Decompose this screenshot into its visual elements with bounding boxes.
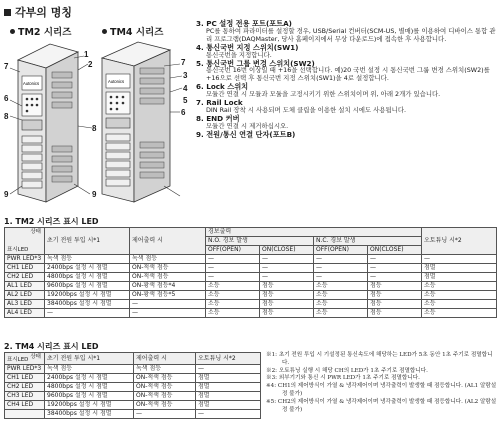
table-row bbox=[5, 291, 497, 300]
description-body: 통신국번 16번 이상일 때 +16을 선택합니다. 예)20 국번 설정 시 통신국번 그룹 변경 스위치(SW2)를 +16으로 선택 후 통신국번 지정 스위치(SW1)을 4로 설정합니다. bbox=[206, 66, 490, 83]
callout-9: 9 bbox=[4, 190, 9, 199]
table2-title: 2. TM4 시리즈 표시 LED bbox=[4, 342, 99, 351]
tm2-brand-text: Autonics bbox=[23, 81, 40, 86]
row-label-cell: CH2 LED bbox=[5, 383, 45, 392]
description-heading: 5. 통신국번 그룹 변경 스위치(SW2) bbox=[196, 58, 315, 68]
row-label-cell: CH1 LED bbox=[5, 374, 45, 383]
table-cell: — bbox=[368, 264, 422, 273]
header-autotuning: 오토튜닝 시*2 bbox=[196, 353, 261, 365]
row-label-cell: CH3 LED bbox=[5, 392, 45, 401]
table-cell: — bbox=[260, 273, 314, 282]
table-cell: — bbox=[130, 309, 206, 318]
row-label-cell: AL2 LED bbox=[5, 291, 45, 300]
table-row bbox=[5, 255, 497, 264]
table2-corner-header bbox=[5, 353, 45, 365]
table-cell: ON-적색 점등 bbox=[134, 374, 196, 383]
table-cell: ON-황색 점등*4 bbox=[130, 282, 206, 291]
table-cell: 점등 bbox=[260, 300, 314, 309]
table-cell: ON-적색 점등 bbox=[134, 392, 196, 401]
description-item bbox=[196, 20, 496, 44]
row-label-cell: AL1 LED bbox=[5, 282, 45, 291]
row-label-cell: CH4 LED bbox=[5, 401, 45, 410]
description-heading: 9. 전원/통신 연결 단자(포트B) bbox=[196, 129, 296, 139]
description-item bbox=[196, 131, 496, 139]
table-cell: 소등 bbox=[206, 291, 260, 300]
table-cell: 2400bps 설정 시 점멸 bbox=[45, 374, 134, 383]
table-cell: 소등 bbox=[314, 291, 368, 300]
tm2-led-table bbox=[4, 227, 497, 318]
description-item bbox=[196, 83, 496, 99]
table2-body bbox=[5, 365, 261, 419]
table-row bbox=[5, 309, 497, 318]
table-cell: — bbox=[45, 309, 130, 318]
table-cell: — bbox=[260, 264, 314, 273]
device-figure bbox=[4, 36, 190, 211]
table-cell: 점등 bbox=[368, 300, 422, 309]
table-cell: 소등 bbox=[314, 300, 368, 309]
row-label-cell: CH2 LED bbox=[5, 273, 45, 282]
description-heading: 6. Lock 스위치 bbox=[196, 82, 249, 92]
row-label-cell: AL4 LED bbox=[5, 309, 45, 318]
table-cell: 9600bps 설정 시 점멸 bbox=[45, 282, 130, 291]
table-cell: 녹색 점등 bbox=[130, 255, 206, 264]
row-label-cell: PWR LED*3 bbox=[5, 365, 45, 374]
table-cell: ON-적색 점등 bbox=[134, 401, 196, 410]
table-row bbox=[5, 273, 497, 282]
description-heading: 7. Rail Lock bbox=[196, 98, 243, 108]
header-on-close: ON(CLOSE) bbox=[368, 246, 422, 255]
callout-2: 2 bbox=[88, 60, 93, 69]
table-row bbox=[5, 392, 261, 401]
table1-corner-header bbox=[5, 228, 45, 255]
table-cell: — bbox=[314, 264, 368, 273]
table-row bbox=[5, 383, 261, 392]
table-cell: 점멸 bbox=[422, 273, 497, 282]
header-autotuning: 오토튜닝 시*2 bbox=[422, 228, 497, 255]
description-heading: 3. PC 설정 전용 포트(포트A) bbox=[196, 19, 292, 28]
corner-top-label: 상태 bbox=[30, 354, 41, 360]
callout-6: 6 bbox=[4, 94, 9, 103]
footnote: ※2: 오토튜닝 실행 시 해당 CH의 LED가 1초 주기로 점멸합니다. bbox=[266, 367, 428, 374]
table-cell: 점등 bbox=[260, 291, 314, 300]
row-label-cell: CH1 LED bbox=[5, 264, 45, 273]
callout-7b: 7 bbox=[181, 58, 186, 67]
model-label-tm4-text: TM4 시리즈 bbox=[110, 27, 164, 38]
table-cell: 점멸 bbox=[196, 401, 261, 410]
table-cell: 소등 bbox=[206, 309, 260, 318]
table-cell: — bbox=[314, 255, 368, 264]
callout-9b: 9 bbox=[92, 190, 97, 199]
callout-4: 4 bbox=[183, 84, 188, 93]
table-cell: 9600bps 설정 시 점멸 bbox=[45, 392, 134, 401]
table-cell: 19200bps 설정 시 점멸 bbox=[45, 401, 134, 410]
tm4-led-table bbox=[4, 352, 261, 419]
footnote: ※1: 초기 전원 투입 시 기설정된 통신속도에 해당하는 LED가 5초 동안 1초 주기로 점멸합니다. bbox=[266, 352, 493, 366]
header-control-output: 제어출력 시 bbox=[134, 353, 196, 365]
table-row bbox=[5, 401, 261, 410]
table-cell: 점등 bbox=[260, 309, 314, 318]
footnote: ※4: CH1의 제어방식이 가열 & 냉각제어이며 냉각출력이 발생할 때 점등합니다. (AL1 알람설정 불가) bbox=[266, 383, 497, 397]
table-cell: — bbox=[314, 273, 368, 282]
table-cell: — bbox=[422, 255, 497, 264]
table-cell: — bbox=[368, 255, 422, 264]
callout-8b: 8 bbox=[92, 124, 97, 133]
header-control-output: 제어출력 시 bbox=[130, 228, 206, 255]
tm4-brand-text: Autonics bbox=[108, 79, 125, 84]
table-cell: 점등 bbox=[368, 309, 422, 318]
table-cell: ON-적색 점등 bbox=[130, 264, 206, 273]
description-item bbox=[196, 44, 496, 60]
table-cell: 소등 bbox=[422, 282, 497, 291]
row-label-cell bbox=[5, 410, 45, 419]
corner-top-label: 상태 bbox=[30, 229, 41, 235]
row-label-cell: PWR LED*3 bbox=[5, 255, 45, 264]
table-cell: 녹색 점등 bbox=[45, 365, 134, 374]
table-row bbox=[5, 365, 261, 374]
header-initial-power: 초기 전원 투입 시*1 bbox=[45, 228, 130, 255]
table-cell: — bbox=[206, 264, 260, 273]
table-cell: — bbox=[130, 300, 206, 309]
header-off-open: OFF(OPEN) bbox=[314, 246, 368, 255]
table-cell: 2400bps 설정 시 점멸 bbox=[45, 264, 130, 273]
description-heading: 8. END 커버 bbox=[196, 113, 240, 123]
table-cell: — bbox=[196, 365, 261, 374]
model-label-tm2-text: TM2 시리즈 bbox=[18, 27, 72, 38]
table-cell: 4800bps 설정 시 점멸 bbox=[45, 273, 130, 282]
footnotes bbox=[266, 352, 498, 414]
description-body: 통신국번을 지정합니다. bbox=[206, 50, 272, 59]
description-body: DIN Rail 장착 시 사용되며 도체 클립을 이용한 설치 시에도 사용됩니다. bbox=[206, 105, 407, 114]
callout-5: 5 bbox=[183, 96, 188, 105]
device-illustration bbox=[4, 36, 190, 211]
header-no-alarm: N.O. 경보 발생 bbox=[206, 237, 314, 246]
table-cell: — bbox=[196, 410, 261, 419]
corner-bottom-label: 표시LED bbox=[7, 247, 29, 253]
table-cell: 점등 bbox=[368, 291, 422, 300]
callout-7: 7 bbox=[4, 62, 9, 71]
tm2-module-drawing bbox=[18, 44, 78, 202]
table-cell: — bbox=[206, 273, 260, 282]
header-on-close: ON(CLOSE) bbox=[260, 246, 314, 255]
table-row bbox=[5, 300, 497, 309]
table-cell: ON-적색 점등 bbox=[134, 383, 196, 392]
description-item bbox=[196, 115, 496, 131]
table-cell: — bbox=[260, 255, 314, 264]
description-body: 모듈간 연결 시 모듈과 모듈을 고정시키기 위한 스위치이며 위, 아래 2개가 있습니다. bbox=[206, 90, 441, 99]
bullet-dot-icon bbox=[10, 29, 15, 34]
corner-bottom-label: 표시LED bbox=[7, 357, 29, 363]
table-cell: 소등 bbox=[206, 300, 260, 309]
header-off-open: OFF(OPEN) bbox=[206, 246, 260, 255]
table-cell: 점멸 bbox=[196, 374, 261, 383]
table-cell: 소등 bbox=[314, 309, 368, 318]
callout-6b: 6 bbox=[181, 108, 186, 117]
table-cell: 소등 bbox=[422, 291, 497, 300]
table-cell: 38400bps 설정 시 점멸 bbox=[45, 410, 134, 419]
tm4-module-drawing bbox=[102, 42, 170, 202]
header-initial-power: 초기 전원 투입 시*1 bbox=[45, 353, 134, 365]
table-cell: 소등 bbox=[422, 309, 497, 318]
table-cell: ON-적색 점등 bbox=[130, 273, 206, 282]
table1-body bbox=[5, 255, 497, 318]
table-row bbox=[5, 410, 261, 419]
table-cell: 소등 bbox=[314, 282, 368, 291]
footnote: ※5: CH2의 제어방식이 가열 & 냉각제어이며 냉각출력이 발생할 때 점등합니다. (AL2 알람설정 불가) bbox=[266, 398, 497, 413]
table1-title: 1. TM2 시리즈 표시 LED bbox=[4, 217, 99, 226]
table-cell: 녹색 점등 bbox=[134, 365, 196, 374]
callout-8: 8 bbox=[4, 112, 9, 121]
square-bullet-icon bbox=[4, 9, 11, 16]
table-cell: ON-황색 점등*5 bbox=[130, 291, 206, 300]
section-title-text: 각부의 명칭 bbox=[15, 6, 72, 19]
row-label-cell: AL3 LED bbox=[5, 300, 45, 309]
description-body: PC를 통하여 파라미터를 설정할 경우, USB/Serial 컨버터(SCM-US, 별매)를 이용하여 디바이스 통합 관리 프로그램(DAQMaster, 당사 홈페이지에서 무상 다운로드)에 접속한 후 사용합니다. bbox=[206, 26, 496, 43]
table-row bbox=[5, 282, 497, 291]
callout-3: 3 bbox=[183, 71, 188, 80]
table-cell: 소등 bbox=[206, 282, 260, 291]
table-cell: — bbox=[206, 255, 260, 264]
footnote: ※3: 외부기기와 통신 시 PWR LED가 1초 주기로 점멸합니다. bbox=[266, 375, 420, 382]
table-row bbox=[5, 264, 497, 273]
table-cell: — bbox=[134, 410, 196, 419]
table-cell: 녹색 점등 bbox=[45, 255, 130, 264]
description-body: 모듈간 연결 시 제거하십시오. bbox=[206, 121, 289, 130]
table-cell: 소등 bbox=[422, 300, 497, 309]
table-cell: 38400bps 설정 시 점멸 bbox=[45, 300, 130, 309]
table-cell: — bbox=[368, 273, 422, 282]
description-heading: 4. 통신국번 지정 스위치(SW1) bbox=[196, 42, 299, 52]
description-list bbox=[196, 20, 496, 139]
table-cell: 19200bps 설정 시 점멸 bbox=[45, 291, 130, 300]
table-row bbox=[5, 374, 261, 383]
description-item bbox=[196, 99, 496, 115]
section-title bbox=[4, 4, 72, 20]
bullet-dot-icon bbox=[102, 29, 107, 34]
table-cell: 점등 bbox=[368, 282, 422, 291]
description-item bbox=[196, 60, 496, 84]
header-alarm-output: 경보출력 bbox=[206, 228, 422, 237]
table-cell: 4800bps 설정 시 점멸 bbox=[45, 383, 134, 392]
table-cell: 점멸 bbox=[196, 383, 261, 392]
table-cell: 점멸 bbox=[196, 392, 261, 401]
table-cell: 점등 bbox=[260, 282, 314, 291]
callout-1: 1 bbox=[84, 50, 89, 59]
header-nc-alarm: N.C. 경보 발생 bbox=[314, 237, 422, 246]
table-cell: 점멸 bbox=[422, 264, 497, 273]
